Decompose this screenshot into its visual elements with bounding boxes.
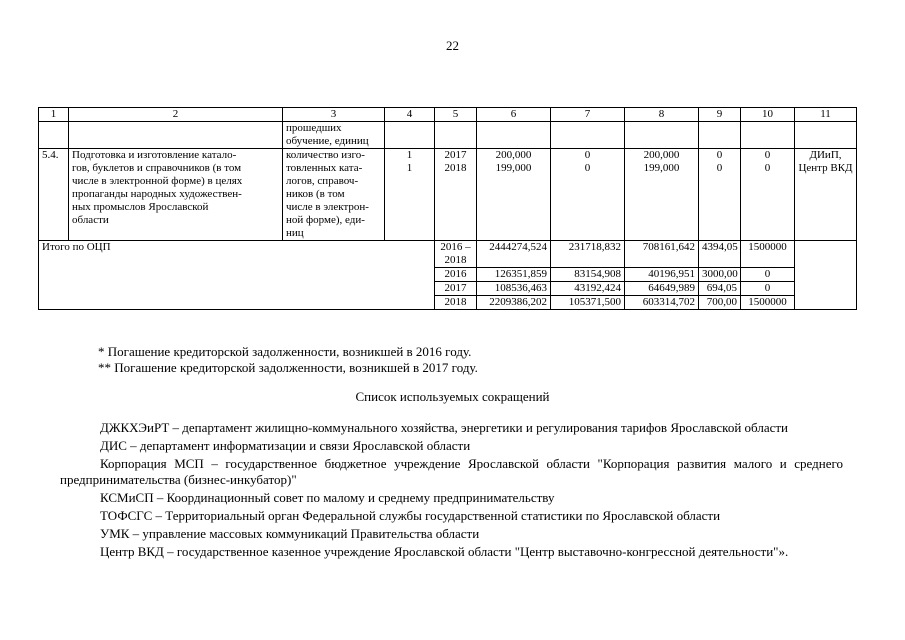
footnote: ** Погашение кредиторской задолженности, возникшей в 2017 году. [98, 360, 478, 375]
total-federal: 43192,424 [551, 282, 625, 296]
table-header-row [39, 108, 857, 122]
total-label: Итого по ОЦП [39, 241, 435, 310]
row-number: 5.4. [39, 149, 69, 241]
header-cell: 7 [551, 108, 625, 122]
footnotes [98, 344, 478, 376]
footnote: * Погашение кредиторской задолженности, возникшей в 2016 году. [98, 344, 472, 359]
header-cell: 4 [385, 108, 435, 122]
total-federal: 83154,908 [551, 268, 625, 282]
indicator-value: 1 1 [385, 149, 435, 241]
total-year: 2017 [435, 282, 477, 296]
header-cell: 8 [625, 108, 699, 122]
year-cell: 2017 2018 [435, 149, 477, 241]
amount-local: 0 0 [699, 149, 741, 241]
amount-federal: 0 0 [551, 149, 625, 241]
page-number: 22 [446, 38, 459, 53]
abbreviation-item: ТОФСГС – Территориальный орган Федеральной службы государственной статистики по Ярославской области [100, 508, 721, 523]
header-cell: 6 [477, 108, 551, 122]
total-amount: 2444274,524 [477, 241, 551, 268]
total-row [39, 241, 857, 268]
total-other: 1500000 [741, 296, 795, 310]
header-cell: 11 [795, 108, 857, 122]
executor-cell: ДИиП, Центр ВКД [795, 149, 857, 241]
amount-other: 0 0 [741, 149, 795, 241]
header-cell: 10 [741, 108, 795, 122]
abbreviation-item: УМК – управление массовых коммуникаций Правительства области [100, 526, 480, 541]
abbreviation-item: ДЖКХЭиРТ – департамент жилищно-коммунального хозяйства, энергетики и регулирования тарифов Ярославской области [100, 420, 788, 435]
abbreviations-list [60, 420, 843, 562]
total-other: 1500000 [741, 241, 795, 268]
budget-table [38, 107, 857, 310]
total-amount: 126351,859 [477, 268, 551, 282]
total-year: 2016 – 2018 [435, 241, 477, 268]
total-federal: 105371,500 [551, 296, 625, 310]
amount-total: 200,000 199,000 [477, 149, 551, 241]
total-other: 0 [741, 268, 795, 282]
header-cell: 9 [699, 108, 741, 122]
table-row [39, 149, 857, 241]
total-year: 2018 [435, 296, 477, 310]
header-cell: 2 [69, 108, 283, 122]
abbreviations-title: Список используемых сокращений [355, 389, 550, 404]
total-amount: 2209386,202 [477, 296, 551, 310]
amount-regional: 200,000 199,000 [625, 149, 699, 241]
abbreviation-item: Центр ВКД – государственное казенное учреждение Ярославской области "Центр выставочно-конгрессной деятельности"». [100, 544, 789, 559]
header-cell: 1 [39, 108, 69, 122]
header-cell: 3 [283, 108, 385, 122]
total-regional: 64649,989 [625, 282, 699, 296]
total-local: 700,00 [699, 296, 741, 310]
total-year: 2016 [435, 268, 477, 282]
header-cell: 5 [435, 108, 477, 122]
abbreviation-item: ДИС – департамент информатизации и связи Ярославской области [100, 438, 471, 453]
activity-name: Подготовка и изготовление катало- гов, буклетов и справочников (в том числе в электронной форме) в целях пропаганды народных художествен- ных промыслов Ярославской области [69, 149, 283, 241]
total-regional: 708161,642 [625, 241, 699, 268]
total-local: 3000,00 [699, 268, 741, 282]
indicator-cell: прошедших обучение, единиц [283, 122, 385, 149]
table-row-continuation [39, 122, 857, 149]
total-other: 0 [741, 282, 795, 296]
total-regional: 40196,951 [625, 268, 699, 282]
total-local: 4394,05 [699, 241, 741, 268]
abbreviation-item: КСМиСП – Координационный совет по малому и среднему предпринимательству [100, 490, 555, 505]
total-local: 694,05 [699, 282, 741, 296]
abbreviation-item: Корпорация МСП – государственное бюджетное учреждение Ярославской области "Корпорация развития малого и среднего предпринимательства (бизнес-инкубатор)" [60, 456, 843, 487]
indicator-cell: количество изго- товленных ката- логов, справоч- ников (в том числе в электрон- ной форме), еди- ниц [283, 149, 385, 241]
total-amount: 108536,463 [477, 282, 551, 296]
total-federal: 231718,832 [551, 241, 625, 268]
total-regional: 603314,702 [625, 296, 699, 310]
